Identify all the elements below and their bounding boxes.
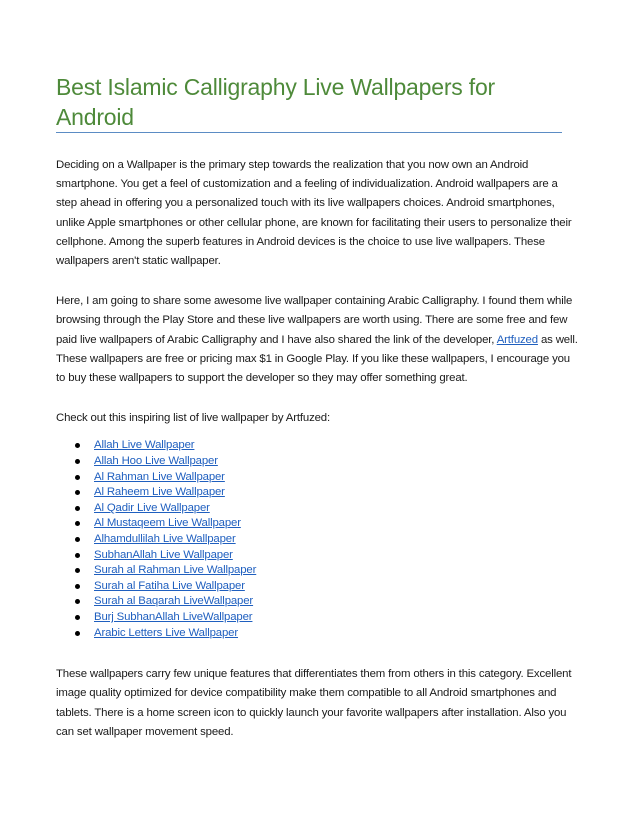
wallpaper-link[interactable]: Arabic Letters Live Wallpaper — [94, 626, 239, 639]
list-intro-paragraph: Check out this inspiring list of live wallpaper by Artfuzed: — [56, 412, 331, 425]
list-item — [75, 610, 578, 626]
bullet-icon — [75, 615, 80, 620]
bullet-icon — [75, 443, 80, 448]
developer-paragraph — [56, 292, 578, 388]
wallpaper-link[interactable]: Al Rahman Live Wallpaper — [94, 470, 225, 483]
bullet-icon — [75, 475, 80, 480]
list-item — [75, 501, 578, 517]
developer-paragraph-text-end: as well. These wallpapers are free or pricing max $1 in Google Play. If you like these wallpapers, I encourage you to buy these wallpapers to support the developer so they may offer something great. — [56, 333, 578, 385]
bullet-icon — [75, 490, 80, 495]
list-item — [75, 516, 578, 532]
wallpaper-link[interactable]: Surah al Rahman Live Wallpaper — [94, 564, 257, 577]
wallpaper-link[interactable]: Surah al Fatiha Live Wallpaper — [94, 579, 245, 592]
features-paragraph: These wallpapers carry few unique features that differentiates them from others in this category. Excellent image quality optimized for device compatibility make them compatible to all Android smartphones and tablets. There is a home screen icon to quickly launch your favorite wallpapers after installation. Also you can set wallpaper movement speed. — [56, 668, 572, 738]
wallpaper-link[interactable]: SubhanAllah Live Wallpaper — [94, 548, 233, 561]
bullet-icon — [75, 459, 80, 464]
wallpaper-link[interactable]: Alhamdullilah Live Wallpaper — [94, 533, 236, 545]
document-title: Best Islamic Calligraphy Live Wallpapers for Android — [56, 72, 562, 133]
bullet-icon — [75, 537, 80, 542]
bullet-icon — [75, 631, 80, 636]
wallpaper-link[interactable]: Burj SubhanAllah LiveWallpaper — [94, 610, 253, 623]
wallpaper-link[interactable]: Al Qadir Live Wallpaper — [94, 501, 210, 514]
bullet-icon — [75, 584, 80, 589]
list-item — [75, 626, 578, 642]
wallpaper-link[interactable]: Al Raheem Live Wallpaper — [94, 486, 225, 499]
bullet-icon — [75, 506, 80, 511]
list-item — [75, 579, 578, 595]
wallpaper-link[interactable]: Al Mustaqeem Live Wallpaper — [94, 517, 241, 530]
list-item — [75, 485, 578, 501]
list-item — [75, 438, 578, 454]
intro-paragraph: Deciding on a Wallpaper is the primary step towards the realization that you now own an Android smartphone. You get a feel of customization and a feeling of individualization. Android wallpapers are a step ahead in offering you a personalized touch with its live wallpapers choices. Android smartphones, unlike Apple smartphones or other cellular phone, are known for facilitating their users to personalize their cellphone. Among the superb features in Android devices is the choice to use live wallpapers. These wallpapers aren't static wallpaper. — [56, 159, 572, 268]
list-item — [75, 454, 578, 470]
bullet-icon — [75, 521, 80, 526]
list-item — [75, 594, 578, 610]
wallpaper-link[interactable]: Surah al Baqarah LiveWallpaper — [94, 595, 254, 608]
bullet-icon — [75, 553, 80, 558]
wallpaper-link[interactable]: Allah Live Wallpaper — [94, 439, 195, 452]
wallpaper-link[interactable]: Allah Hoo Live Wallpaper — [94, 455, 218, 468]
list-item — [75, 470, 578, 486]
bullet-icon — [75, 568, 80, 573]
list-item — [75, 532, 578, 548]
bullet-icon — [75, 599, 80, 604]
wallpaper-link-list — [56, 438, 578, 641]
developer-paragraph-text-start: Here, I am going to share some awesome live wallpaper containing Arabic Calligraphy. I found them while browsing through the Play Store and these live wallpapers are worth using. There are some free and few paid live wallpapers of Arabic Calligraphy and I have also shared the link of the developer, — [56, 295, 573, 346]
list-item — [75, 563, 578, 579]
list-item — [75, 548, 578, 564]
artfuzed-link[interactable]: Artfuzed — [496, 333, 538, 346]
